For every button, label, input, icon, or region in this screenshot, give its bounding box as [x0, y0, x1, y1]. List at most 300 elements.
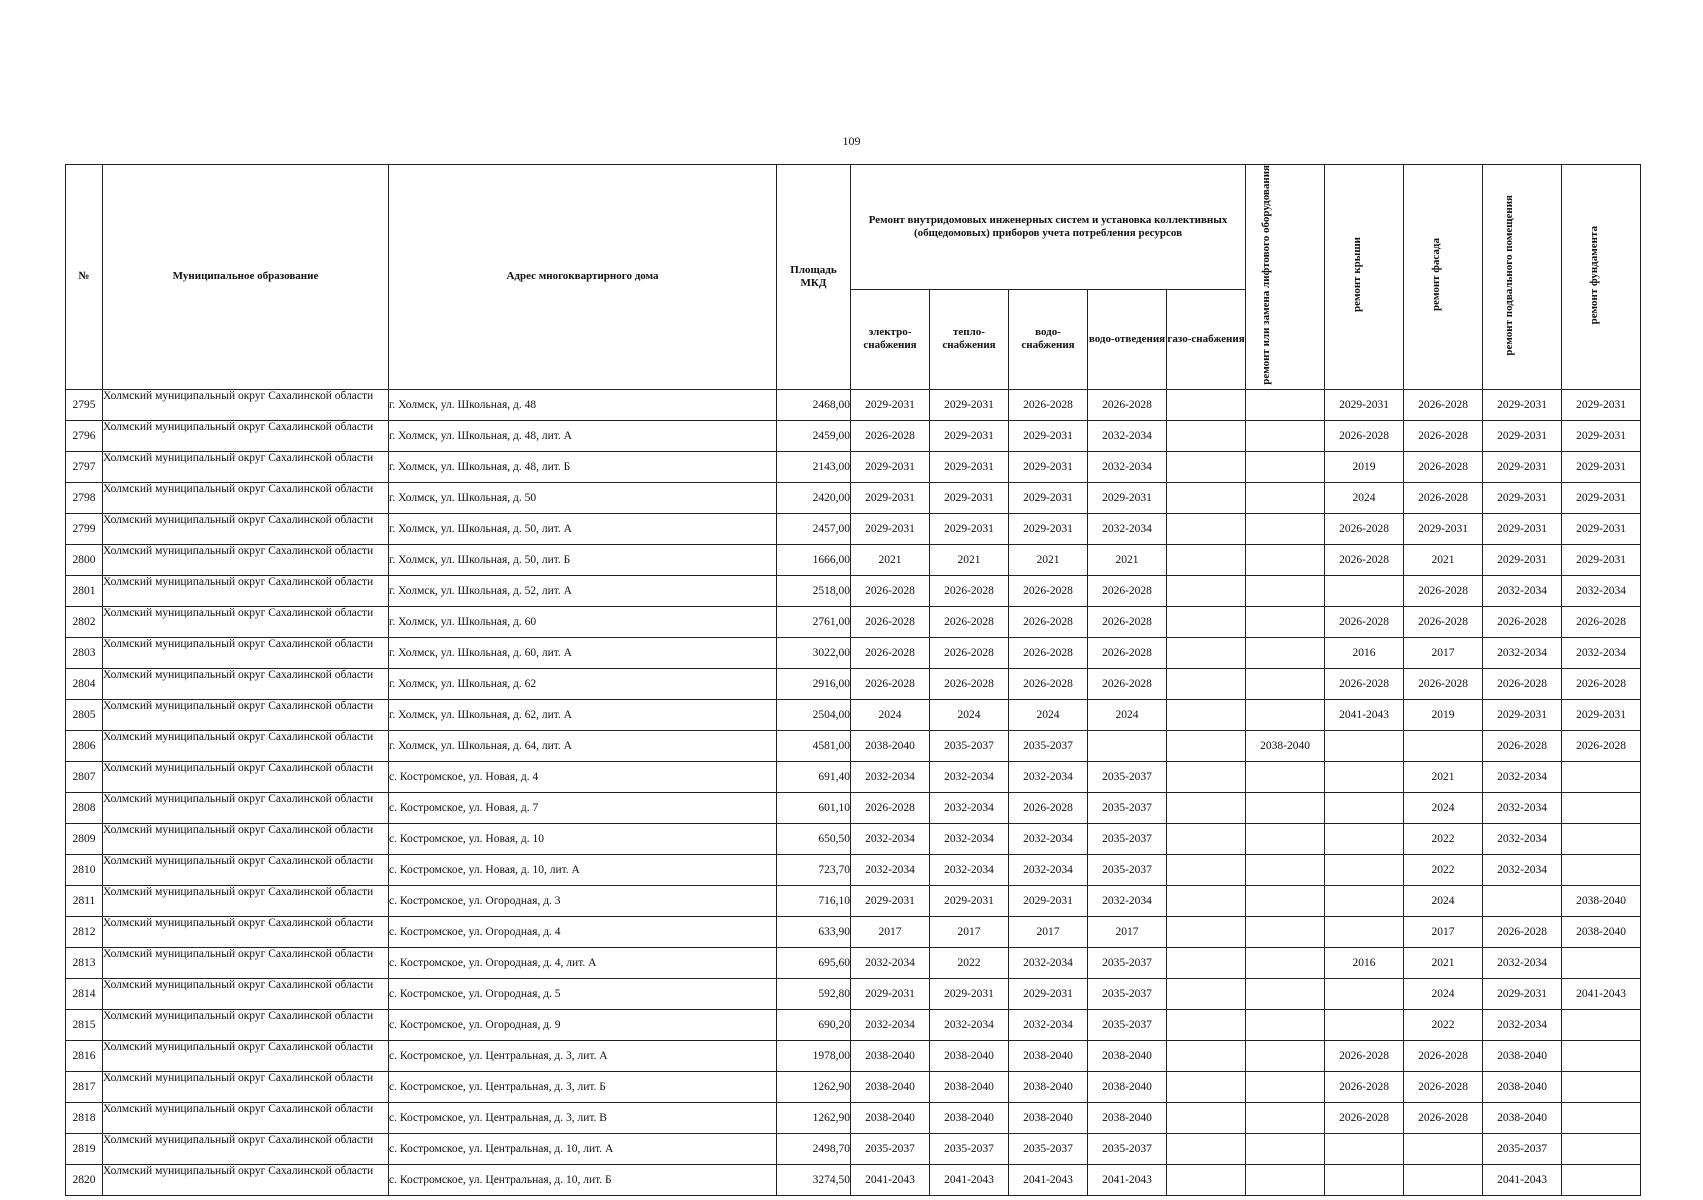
lift-cell	[1246, 1009, 1325, 1040]
row-number: 2812	[66, 916, 103, 947]
roof-cell: 2026-2028	[1325, 1102, 1404, 1133]
row-number: 2809	[66, 823, 103, 854]
row-number: 2804	[66, 668, 103, 699]
header-basement-text: ремонт подвального помещения	[1503, 194, 1516, 356]
electric-cell: 2029-2031	[851, 451, 930, 482]
heat-cell: 2029-2031	[930, 482, 1009, 513]
heat-cell: 2032-2034	[930, 823, 1009, 854]
municipality-cell: Холмский муниципальный округ Сахалинской области	[103, 885, 389, 916]
table-row	[66, 637, 1641, 668]
water-disposal-cell: 2035-2037	[1088, 823, 1167, 854]
address-cell: с. Костромское, ул. Центральная, д. 10, лит. Б	[389, 1164, 777, 1195]
foundation-cell	[1562, 1133, 1641, 1164]
municipality-cell: Холмский муниципальный округ Сахалинской области	[103, 1102, 389, 1133]
table-row	[66, 885, 1641, 916]
water-disposal-cell: 2035-2037	[1088, 1009, 1167, 1040]
water-disposal-cell: 2026-2028	[1088, 637, 1167, 668]
foundation-cell	[1562, 792, 1641, 823]
basement-cell: 2026-2028	[1483, 730, 1562, 761]
water-disposal-cell: 2017	[1088, 916, 1167, 947]
facade-cell	[1404, 1133, 1483, 1164]
basement-cell: 2029-2031	[1483, 699, 1562, 730]
roof-cell: 2029-2031	[1325, 389, 1404, 420]
address-cell: г. Холмск, ул. Школьная, д. 50, лит. А	[389, 513, 777, 544]
water-supply-cell: 2026-2028	[1009, 668, 1088, 699]
gas-cell	[1167, 637, 1246, 668]
foundation-cell	[1562, 1071, 1641, 1102]
heat-cell: 2029-2031	[930, 513, 1009, 544]
foundation-cell	[1562, 1040, 1641, 1071]
municipality-cell: Холмский муниципальный округ Сахалинской области	[103, 761, 389, 792]
address-cell: с. Костромское, ул. Новая, д. 10	[389, 823, 777, 854]
water-supply-cell: 2029-2031	[1009, 420, 1088, 451]
foundation-cell: 2029-2031	[1562, 389, 1641, 420]
foundation-cell: 2029-2031	[1562, 544, 1641, 575]
area-cell: 2498,70	[777, 1133, 851, 1164]
foundation-cell	[1562, 761, 1641, 792]
address-cell: с. Костромское, ул. Центральная, д. 10, лит. А	[389, 1133, 777, 1164]
facade-cell: 2021	[1404, 947, 1483, 978]
address-cell: г. Холмск, ул. Школьная, д. 62	[389, 668, 777, 699]
water-disposal-cell: 2038-2040	[1088, 1040, 1167, 1071]
heat-cell: 2032-2034	[930, 854, 1009, 885]
municipality-cell: Холмский муниципальный округ Сахалинской области	[103, 730, 389, 761]
water-disposal-cell: 2035-2037	[1088, 947, 1167, 978]
facade-cell: 2026-2028	[1404, 451, 1483, 482]
roof-cell	[1325, 854, 1404, 885]
facade-cell: 2029-2031	[1404, 513, 1483, 544]
header-heat: тепло-снабжения	[930, 289, 1009, 389]
roof-cell: 2016	[1325, 637, 1404, 668]
foundation-cell: 2032-2034	[1562, 637, 1641, 668]
municipality-cell: Холмский муниципальный округ Сахалинской области	[103, 668, 389, 699]
water-supply-cell: 2041-2043	[1009, 1164, 1088, 1195]
water-supply-cell: 2026-2028	[1009, 792, 1088, 823]
table-row	[66, 947, 1641, 978]
municipality-cell: Холмский муниципальный округ Сахалинской области	[103, 420, 389, 451]
water-supply-cell: 2026-2028	[1009, 637, 1088, 668]
basement-cell: 2032-2034	[1483, 1009, 1562, 1040]
address-cell: с. Костромское, ул. Новая, д. 7	[389, 792, 777, 823]
heat-cell: 2041-2043	[930, 1164, 1009, 1195]
row-number: 2815	[66, 1009, 103, 1040]
basement-cell: 2026-2028	[1483, 916, 1562, 947]
water-disposal-cell: 2026-2028	[1088, 575, 1167, 606]
facade-cell: 2026-2028	[1404, 575, 1483, 606]
facade-cell: 2024	[1404, 885, 1483, 916]
gas-cell	[1167, 668, 1246, 699]
water-supply-cell: 2038-2040	[1009, 1040, 1088, 1071]
municipality-cell: Холмский муниципальный округ Сахалинской области	[103, 947, 389, 978]
electric-cell: 2038-2040	[851, 1040, 930, 1071]
facade-cell	[1404, 1164, 1483, 1195]
row-number: 2805	[66, 699, 103, 730]
lift-cell	[1246, 823, 1325, 854]
water-disposal-cell: 2032-2034	[1088, 451, 1167, 482]
electric-cell: 2026-2028	[851, 792, 930, 823]
heat-cell: 2029-2031	[930, 978, 1009, 1009]
electric-cell: 2035-2037	[851, 1133, 930, 1164]
gas-cell	[1167, 885, 1246, 916]
area-cell: 690,20	[777, 1009, 851, 1040]
water-supply-cell: 2032-2034	[1009, 1009, 1088, 1040]
area-cell: 3022,00	[777, 637, 851, 668]
water-supply-cell: 2017	[1009, 916, 1088, 947]
water-disposal-cell: 2024	[1088, 699, 1167, 730]
water-supply-cell: 2026-2028	[1009, 606, 1088, 637]
facade-cell: 2019	[1404, 699, 1483, 730]
header-roof	[1325, 165, 1404, 390]
table-header	[66, 165, 1641, 390]
basement-cell: 2038-2040	[1483, 1040, 1562, 1071]
electric-cell: 2032-2034	[851, 1009, 930, 1040]
gas-cell	[1167, 730, 1246, 761]
water-disposal-cell: 2035-2037	[1088, 1133, 1167, 1164]
water-disposal-cell: 2038-2040	[1088, 1102, 1167, 1133]
water-disposal-cell: 2038-2040	[1088, 1071, 1167, 1102]
row-number: 2801	[66, 575, 103, 606]
foundation-cell	[1562, 823, 1641, 854]
area-cell: 4581,00	[777, 730, 851, 761]
gas-cell	[1167, 792, 1246, 823]
electric-cell: 2017	[851, 916, 930, 947]
basement-cell: 2041-2043	[1483, 1164, 1562, 1195]
water-supply-cell: 2032-2034	[1009, 823, 1088, 854]
header-water-supply: водо-снабжения	[1009, 289, 1088, 389]
basement-cell: 2029-2031	[1483, 513, 1562, 544]
heat-cell: 2026-2028	[930, 575, 1009, 606]
basement-cell: 2029-2031	[1483, 482, 1562, 513]
gas-cell	[1167, 420, 1246, 451]
foundation-cell: 2032-2034	[1562, 575, 1641, 606]
facade-cell: 2026-2028	[1404, 1040, 1483, 1071]
water-supply-cell: 2032-2034	[1009, 761, 1088, 792]
address-cell: г. Холмск, ул. Школьная, д. 50, лит. Б	[389, 544, 777, 575]
roof-cell: 2041-2043	[1325, 699, 1404, 730]
basement-cell: 2029-2031	[1483, 389, 1562, 420]
lift-cell	[1246, 451, 1325, 482]
header-municipality: Муниципальное образование	[103, 165, 389, 390]
basement-cell: 2035-2037	[1483, 1133, 1562, 1164]
area-cell: 650,50	[777, 823, 851, 854]
gas-cell	[1167, 575, 1246, 606]
municipality-cell: Холмский муниципальный округ Сахалинской области	[103, 513, 389, 544]
water-supply-cell: 2029-2031	[1009, 513, 1088, 544]
facade-cell: 2026-2028	[1404, 420, 1483, 451]
municipality-cell: Холмский муниципальный округ Сахалинской области	[103, 1071, 389, 1102]
area-cell: 601,10	[777, 792, 851, 823]
row-number: 2811	[66, 885, 103, 916]
water-disposal-cell: 2032-2034	[1088, 885, 1167, 916]
heat-cell: 2029-2031	[930, 451, 1009, 482]
area-cell: 1666,00	[777, 544, 851, 575]
basement-cell	[1483, 885, 1562, 916]
row-number: 2796	[66, 420, 103, 451]
gas-cell	[1167, 1040, 1246, 1071]
lift-cell	[1246, 544, 1325, 575]
water-disposal-cell: 2032-2034	[1088, 513, 1167, 544]
basement-cell: 2032-2034	[1483, 575, 1562, 606]
area-cell: 1262,90	[777, 1071, 851, 1102]
municipality-cell: Холмский муниципальный округ Сахалинской области	[103, 606, 389, 637]
roof-cell: 2026-2028	[1325, 1040, 1404, 1071]
foundation-cell: 2029-2031	[1562, 513, 1641, 544]
water-supply-cell: 2038-2040	[1009, 1102, 1088, 1133]
heat-cell: 2032-2034	[930, 761, 1009, 792]
roof-cell: 2026-2028	[1325, 513, 1404, 544]
table-row	[66, 854, 1641, 885]
foundation-cell: 2038-2040	[1562, 885, 1641, 916]
lift-cell	[1246, 1164, 1325, 1195]
facade-cell	[1404, 730, 1483, 761]
table-row	[66, 1009, 1641, 1040]
electric-cell: 2029-2031	[851, 513, 930, 544]
table-row	[66, 699, 1641, 730]
table-row	[66, 1071, 1641, 1102]
gas-cell	[1167, 389, 1246, 420]
roof-cell	[1325, 1133, 1404, 1164]
area-cell: 2761,00	[777, 606, 851, 637]
basement-cell: 2038-2040	[1483, 1102, 1562, 1133]
area-cell: 2468,00	[777, 389, 851, 420]
foundation-cell	[1562, 1009, 1641, 1040]
facade-cell: 2026-2028	[1404, 668, 1483, 699]
lift-cell	[1246, 699, 1325, 730]
gas-cell	[1167, 544, 1246, 575]
row-number: 2816	[66, 1040, 103, 1071]
municipality-cell: Холмский муниципальный округ Сахалинской области	[103, 916, 389, 947]
header-facade-text: ремонт фасада	[1430, 238, 1443, 312]
table-row	[66, 544, 1641, 575]
facade-cell: 2017	[1404, 637, 1483, 668]
basement-cell: 2032-2034	[1483, 947, 1562, 978]
electric-cell: 2041-2043	[851, 1164, 930, 1195]
water-disposal-cell: 2026-2028	[1088, 606, 1167, 637]
foundation-cell: 2029-2031	[1562, 482, 1641, 513]
roof-cell: 2016	[1325, 947, 1404, 978]
table-body	[66, 389, 1641, 1195]
electric-cell: 2032-2034	[851, 947, 930, 978]
roof-cell: 2026-2028	[1325, 1071, 1404, 1102]
lift-cell	[1246, 1133, 1325, 1164]
municipality-cell: Холмский муниципальный округ Сахалинской области	[103, 1040, 389, 1071]
water-supply-cell: 2035-2037	[1009, 1133, 1088, 1164]
foundation-cell: 2029-2031	[1562, 451, 1641, 482]
roof-cell	[1325, 978, 1404, 1009]
address-cell: с. Костромское, ул. Центральная, д. 3, лит. А	[389, 1040, 777, 1071]
lift-cell	[1246, 761, 1325, 792]
gas-cell	[1167, 978, 1246, 1009]
gas-cell	[1167, 699, 1246, 730]
area-cell: 2459,00	[777, 420, 851, 451]
municipality-cell: Холмский муниципальный округ Сахалинской области	[103, 389, 389, 420]
area-cell: 723,70	[777, 854, 851, 885]
roof-cell	[1325, 823, 1404, 854]
address-cell: с. Костромское, ул. Центральная, д. 3, лит. В	[389, 1102, 777, 1133]
lift-cell	[1246, 885, 1325, 916]
roof-cell: 2019	[1325, 451, 1404, 482]
water-disposal-cell: 2035-2037	[1088, 761, 1167, 792]
basement-cell: 2029-2031	[1483, 544, 1562, 575]
table-row	[66, 1102, 1641, 1133]
electric-cell: 2032-2034	[851, 761, 930, 792]
water-supply-cell: 2032-2034	[1009, 947, 1088, 978]
area-cell: 691,40	[777, 761, 851, 792]
water-supply-cell: 2021	[1009, 544, 1088, 575]
electric-cell: 2026-2028	[851, 668, 930, 699]
gas-cell	[1167, 1102, 1246, 1133]
facade-cell: 2021	[1404, 761, 1483, 792]
water-supply-cell: 2026-2028	[1009, 575, 1088, 606]
roof-cell: 2026-2028	[1325, 544, 1404, 575]
heat-cell: 2026-2028	[930, 668, 1009, 699]
address-cell: г. Холмск, ул. Школьная, д. 62, лит. А	[389, 699, 777, 730]
foundation-cell: 2029-2031	[1562, 699, 1641, 730]
facade-cell: 2021	[1404, 544, 1483, 575]
area-cell: 1978,00	[777, 1040, 851, 1071]
lift-cell	[1246, 637, 1325, 668]
gas-cell	[1167, 513, 1246, 544]
water-supply-cell: 2038-2040	[1009, 1071, 1088, 1102]
row-number: 2810	[66, 854, 103, 885]
basement-cell: 2032-2034	[1483, 761, 1562, 792]
roof-cell: 2026-2028	[1325, 668, 1404, 699]
foundation-cell: 2026-2028	[1562, 606, 1641, 637]
lift-cell	[1246, 1040, 1325, 1071]
basement-cell: 2029-2031	[1483, 978, 1562, 1009]
heat-cell: 2026-2028	[930, 606, 1009, 637]
water-disposal-cell: 2026-2028	[1088, 389, 1167, 420]
row-number: 2813	[66, 947, 103, 978]
header-water-disposal: водо-отведения	[1088, 289, 1167, 389]
row-number: 2807	[66, 761, 103, 792]
area-cell: 716,10	[777, 885, 851, 916]
header-foundation	[1562, 165, 1641, 390]
row-number: 2800	[66, 544, 103, 575]
electric-cell: 2026-2028	[851, 575, 930, 606]
foundation-cell	[1562, 947, 1641, 978]
municipality-cell: Холмский муниципальный округ Сахалинской области	[103, 482, 389, 513]
roof-cell	[1325, 761, 1404, 792]
row-number: 2819	[66, 1133, 103, 1164]
foundation-cell: 2041-2043	[1562, 978, 1641, 1009]
header-gas: газо-снабжения	[1167, 289, 1246, 389]
foundation-cell: 2026-2028	[1562, 730, 1641, 761]
lift-cell: 2038-2040	[1246, 730, 1325, 761]
address-cell: г. Холмск, ул. Школьная, д. 48	[389, 389, 777, 420]
basement-cell: 2038-2040	[1483, 1071, 1562, 1102]
lift-cell	[1246, 420, 1325, 451]
table-row	[66, 1133, 1641, 1164]
row-number: 2798	[66, 482, 103, 513]
header-foundation-text: ремонт фундамента	[1588, 225, 1601, 325]
facade-cell: 2026-2028	[1404, 482, 1483, 513]
area-cell: 633,90	[777, 916, 851, 947]
municipality-cell: Холмский муниципальный округ Сахалинской области	[103, 637, 389, 668]
water-disposal-cell: 2035-2037	[1088, 978, 1167, 1009]
foundation-cell: 2029-2031	[1562, 420, 1641, 451]
basement-cell: 2029-2031	[1483, 451, 1562, 482]
page-number: 109	[842, 134, 861, 148]
facade-cell: 2026-2028	[1404, 1071, 1483, 1102]
lift-cell	[1246, 854, 1325, 885]
municipality-cell: Холмский муниципальный округ Сахалинской области	[103, 792, 389, 823]
header-area: Площадь МКД	[777, 165, 851, 390]
roof-cell: 2024	[1325, 482, 1404, 513]
facade-cell: 2024	[1404, 792, 1483, 823]
roof-cell	[1325, 792, 1404, 823]
address-cell: с. Костромское, ул. Центральная, д. 3, лит. Б	[389, 1071, 777, 1102]
basement-cell: 2032-2034	[1483, 637, 1562, 668]
heat-cell: 2035-2037	[930, 1133, 1009, 1164]
table-row	[66, 513, 1641, 544]
water-disposal-cell	[1088, 730, 1167, 761]
foundation-cell: 2026-2028	[1562, 668, 1641, 699]
foundation-cell: 2038-2040	[1562, 916, 1641, 947]
basement-cell: 2029-2031	[1483, 420, 1562, 451]
electric-cell: 2032-2034	[851, 854, 930, 885]
facade-cell: 2026-2028	[1404, 606, 1483, 637]
lift-cell	[1246, 916, 1325, 947]
electric-cell: 2038-2040	[851, 1102, 930, 1133]
roof-cell	[1325, 885, 1404, 916]
electric-cell: 2029-2031	[851, 389, 930, 420]
row-number: 2818	[66, 1102, 103, 1133]
address-cell: с. Костромское, ул. Огородная, д. 9	[389, 1009, 777, 1040]
lift-cell	[1246, 1102, 1325, 1133]
basement-cell: 2032-2034	[1483, 823, 1562, 854]
capital-repair-table	[65, 164, 1641, 1196]
address-cell: с. Костромское, ул. Огородная, д. 3	[389, 885, 777, 916]
row-number: 2799	[66, 513, 103, 544]
row-number: 2808	[66, 792, 103, 823]
header-address: Адрес многоквартирного дома	[389, 165, 777, 390]
electric-cell: 2038-2040	[851, 1071, 930, 1102]
area-cell: 2916,00	[777, 668, 851, 699]
table-row	[66, 761, 1641, 792]
water-supply-cell: 2032-2034	[1009, 854, 1088, 885]
gas-cell	[1167, 947, 1246, 978]
water-supply-cell: 2026-2028	[1009, 389, 1088, 420]
address-cell: г. Холмск, ул. Школьная, д. 60, лит. А	[389, 637, 777, 668]
heat-cell: 2026-2028	[930, 637, 1009, 668]
table-row	[66, 575, 1641, 606]
water-disposal-cell: 2029-2031	[1088, 482, 1167, 513]
roof-cell	[1325, 916, 1404, 947]
area-cell: 592,80	[777, 978, 851, 1009]
electric-cell: 2024	[851, 699, 930, 730]
header-systems-group: Ремонт внутридомовых инженерных систем и установка коллективных (общедомовых) приборов учета потребления ресурсов	[851, 165, 1246, 290]
address-cell: г. Холмск, ул. Школьная, д. 64, лит. А	[389, 730, 777, 761]
header-roof-text: ремонт крыши	[1351, 237, 1364, 313]
lift-cell	[1246, 978, 1325, 1009]
water-supply-cell: 2029-2031	[1009, 978, 1088, 1009]
water-disposal-cell: 2021	[1088, 544, 1167, 575]
heat-cell: 2029-2031	[930, 885, 1009, 916]
area-cell: 2518,00	[777, 575, 851, 606]
address-cell: с. Костромское, ул. Новая, д. 10, лит. А	[389, 854, 777, 885]
lift-cell	[1246, 575, 1325, 606]
basement-cell: 2026-2028	[1483, 668, 1562, 699]
address-cell: г. Холмск, ул. Школьная, д. 48, лит. Б	[389, 451, 777, 482]
electric-cell: 2032-2034	[851, 823, 930, 854]
table-row	[66, 482, 1641, 513]
area-cell: 2143,00	[777, 451, 851, 482]
heat-cell: 2038-2040	[930, 1071, 1009, 1102]
heat-cell: 2038-2040	[930, 1102, 1009, 1133]
lift-cell	[1246, 389, 1325, 420]
header-lift-text: ремонт или замена лифтового оборудования	[1260, 165, 1273, 385]
